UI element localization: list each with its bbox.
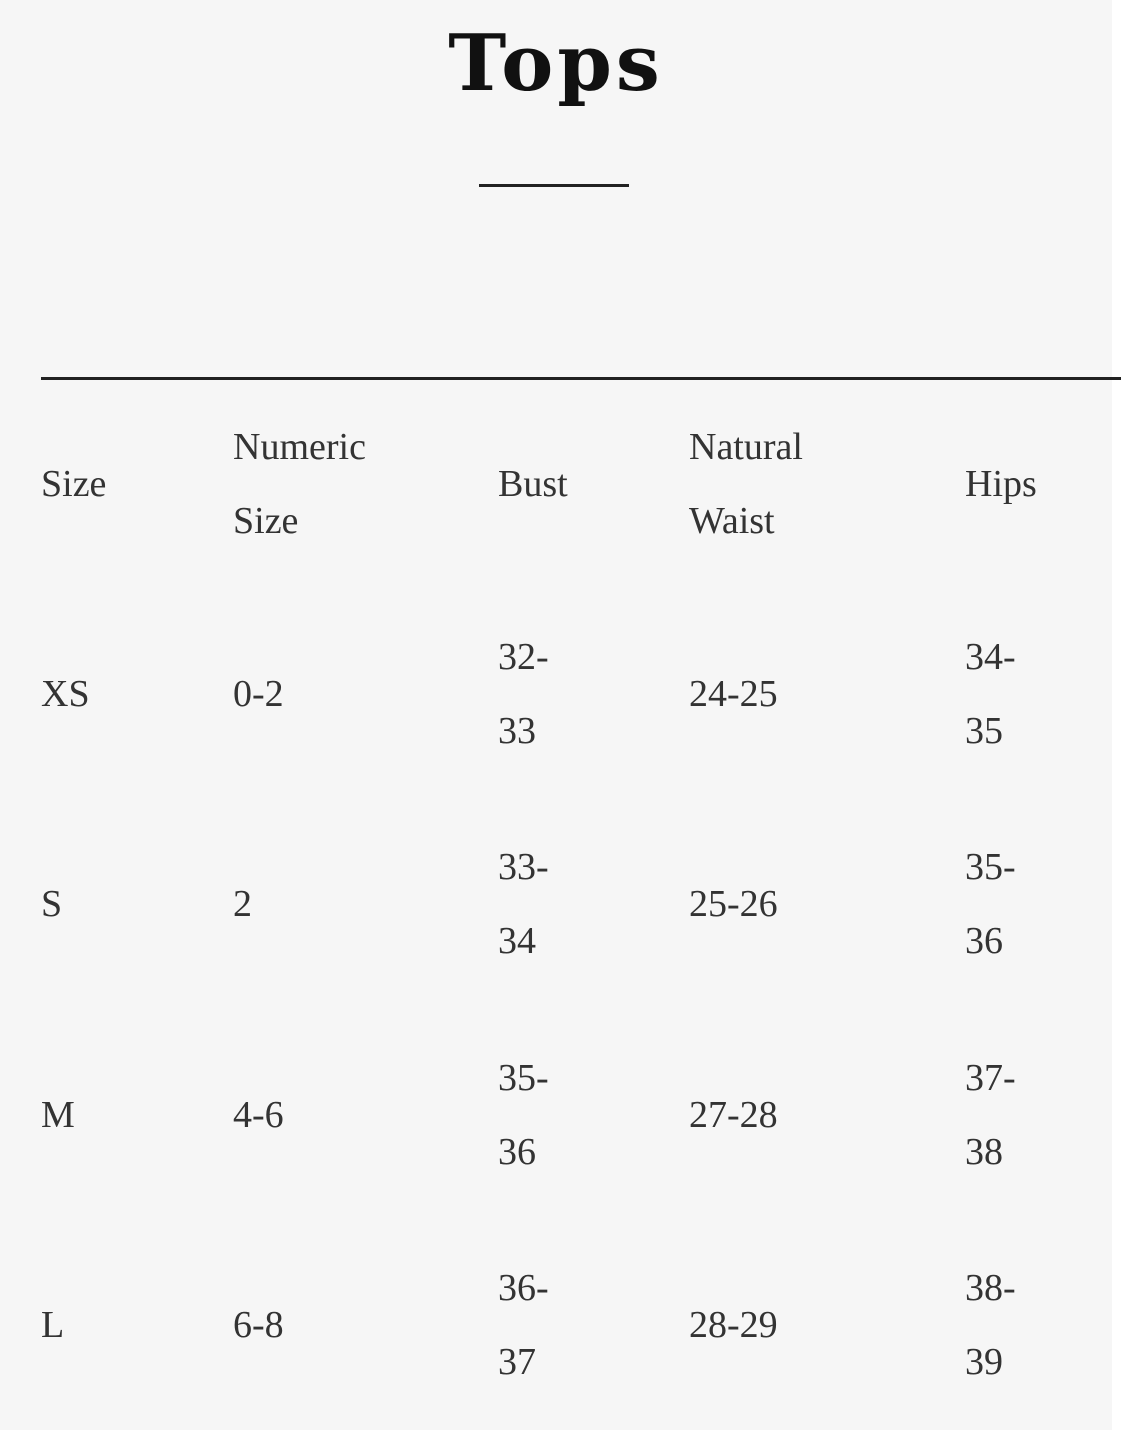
- header-hips: Hips: [965, 463, 1037, 505]
- header-bust: Bust: [498, 463, 568, 505]
- cell-bust: 32- 33: [498, 636, 549, 752]
- cell-bust: 33- 34: [498, 846, 549, 962]
- cell-natural-waist: 25-26: [689, 883, 778, 925]
- cell-size: M: [41, 1094, 75, 1136]
- cell-natural-waist: 27-28: [689, 1094, 778, 1136]
- cell-bust: 36- 37: [498, 1267, 549, 1383]
- page-title: Tops: [448, 18, 664, 109]
- cell-numeric-size: 6-8: [233, 1304, 284, 1346]
- cell-hips: 38- 39: [965, 1267, 1016, 1383]
- cell-numeric-size: 2: [233, 883, 252, 925]
- header-natural-waist: Natural Waist: [689, 426, 803, 542]
- table-top-rule: [41, 377, 1121, 380]
- cell-numeric-size: 0-2: [233, 673, 284, 715]
- cell-hips: 34- 35: [965, 636, 1016, 752]
- cell-natural-waist: 28-29: [689, 1304, 778, 1346]
- cell-size: S: [41, 883, 63, 925]
- cell-natural-waist: 24-25: [689, 673, 778, 715]
- header-numeric-size: Numeric Size: [233, 426, 366, 542]
- cell-numeric-size: 4-6: [233, 1094, 284, 1136]
- header-size: Size: [41, 463, 107, 505]
- title-underline: [479, 184, 629, 187]
- cell-size: L: [41, 1304, 65, 1346]
- cell-bust: 35- 36: [498, 1057, 549, 1173]
- cell-hips: 37- 38: [965, 1057, 1016, 1173]
- cell-hips: 35- 36: [965, 846, 1016, 962]
- cell-size: XS: [41, 673, 90, 715]
